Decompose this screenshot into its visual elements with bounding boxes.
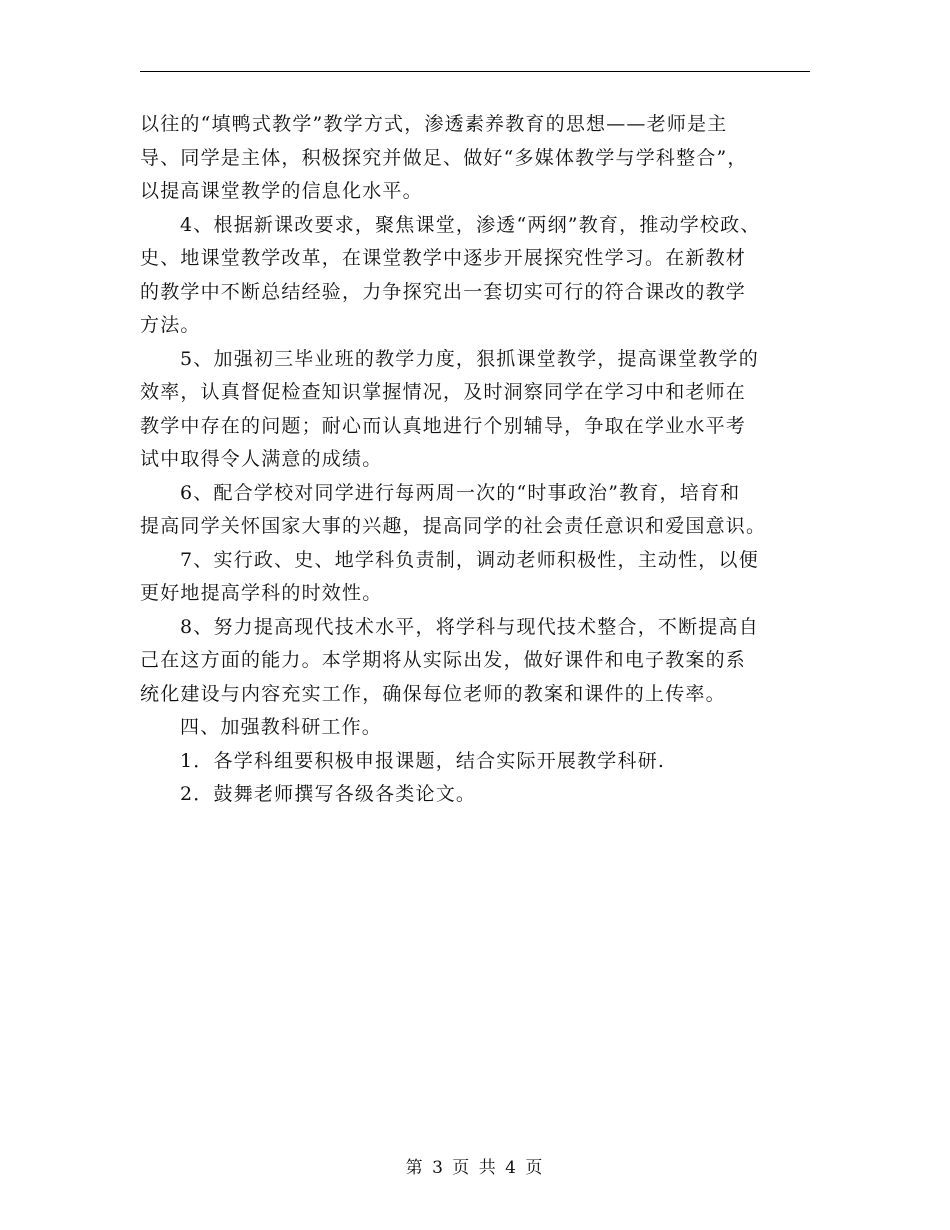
text-line: 以提高课堂教学的信息化水平。 (140, 180, 423, 202)
text-line: 提高同学关怀国家大事的兴趣，提高同学的社会责任意识和爱国意识。 (140, 515, 767, 537)
text-line: 统化建设与内容充实工作，确保每位老师的教案和课件的上传率。 (140, 682, 726, 705)
text-line: 己在这方面的能力。本学期将从实际出发，做好课件和电子教案的系 (140, 649, 747, 671)
text-line: 方法。 (140, 314, 201, 336)
paragraph-4-line: 4、根据新课改要求，聚焦课堂，渗透“两纲”教育，推动学校政、 (180, 213, 761, 236)
paragraph-7-line: 7、实行政、史、地学科负责制，调动老师积极性，主动性，以便 (180, 548, 759, 571)
section-heading: 四、加强教科研工作。 (180, 716, 383, 738)
list-item: 1．各学科组要积极申报课题，结合实际开展教学科研. (180, 749, 666, 772)
document-body (140, 108, 820, 812)
list-item: 2．鼓舞老师撰写各级各类论文。 (180, 783, 477, 805)
page-footer: 第 3 页 共 4 页 (405, 1158, 545, 1178)
header-rule (140, 71, 810, 72)
text-line: 以往的“填鸭式教学”教学方式，渗透素养教育的思想——老师是主 (140, 113, 728, 135)
text-line: 效率，认真督促检查知识掌握情况，及时洞察同学在学习中和老师在 (140, 381, 747, 403)
text-line: 史、地课堂教学改革，在课堂教学中逐步开展探究性学习。在新教材 (140, 247, 747, 269)
paragraph-6-line: 6、配合学校对同学进行每两周一次的“时事政治”教育，培育和 (180, 481, 741, 504)
text-line: 更好地提高学科的时效性。 (140, 582, 383, 604)
text-line: 导、同学是主体，积极探究并做足、做好“多媒体教学与学科整合”， (140, 146, 748, 169)
paragraph-5-line: 5、加强初三毕业班的教学力度，狠抓课堂教学，提高课堂教学的 (180, 347, 759, 370)
paragraph-8-line: 8、努力提高现代技术水平，将学科与现代技术整合，不断提高自 (180, 615, 759, 638)
text-line: 的教学中不断总结经验，力争探究出一套切实可行的符合课改的教学 (140, 280, 747, 303)
text-line: 教学中存在的问题；耐心而认真地进行个别辅导，争取在学业水平考 (140, 414, 747, 437)
text-line: 试中取得令人满意的成绩。 (140, 448, 383, 470)
